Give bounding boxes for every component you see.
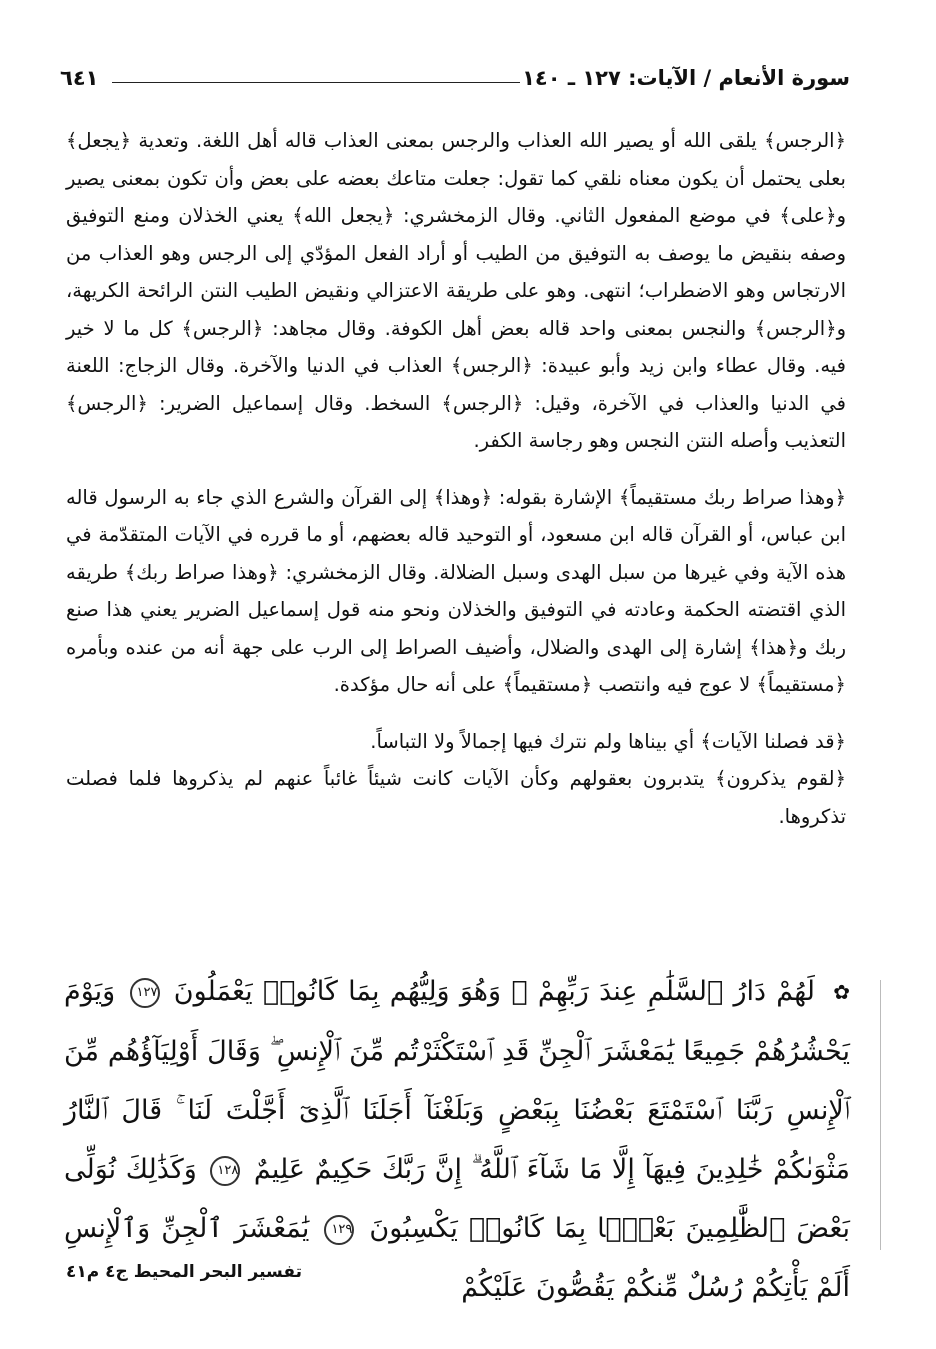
header-rule [112,82,520,83]
verse-129: وَكَذَٰلِكَ نُوَلِّى بَعْضَ ٱلظَّٰلِمِينَ بَعْضًۢا بِمَا كَانُوا۟ يَكْسِبُونَ [64,1154,850,1244]
verse-127: لَهُمْ دَارُ ٱلسَّلَٰمِ عِندَ رَبِّهِمْ ۖ وَهُوَ وَلِيُّهُم بِمَا كَانُوا۟ يَعْمَلُونَ [173,976,815,1007]
verse-number-128: ١٢٨ [210,1156,240,1186]
paragraph-yadhakkarun: ﴿لقوم يذكرون﴾ يتدبرون بعقولهم وكأن الآيات كانت شيئاً غائباً عنهم لم يذكروها فلما فصلت تذكروها. [66,767,846,828]
verse-number-127: ١٢٧ [130,978,160,1008]
verse-130: يَٰمَعْشَرَ ٱلْجِنِّ وَٱلْإِنسِ أَلَمْ يَأْتِكُمْ رُسُلٌ مِّنكُمْ يَقُصُّونَ عَلَيْكُمْ [64,1213,850,1303]
signature-mark: تفسير البحر المحيط ج٤ م٤١ [66,1262,302,1282]
header-title: سورة الأنعام / الآيات: ١٢٧ ـ ١٤٠ [522,66,850,90]
paragraph-rijs: ﴿الرجس﴾ يلقى الله أو يصير الله العذاب والرجس بمعنى العذاب قاله أهل اللغة. وتعدية ﴿يجعل﴾ بعلى يحتمل أن يكون معناه نلقي كما تقول: جعلت متاعك بعضه على بعض وأن تكون بمعنى يصير و﴿على﴾ في موضع المفعول الثاني. وقال الزمخشري: ﴿يجعل الله﴾ يعني الخذلان ومنع التوفيق وصفه بنقيض ما يوصف به التوفيق من الطيب أو أراد الفعل المؤدّي إلى الرجس وهو العذاب من الارتجاس وهو الاضطراب؛ انتهى. وهو على طريقة الاعتزالي ونقيض الطيب النتن الرائحة الكريهة، و﴿الرجس﴾ والنجس بمعنى واحد قاله بعض أهل الكوفة. وقال مجاهد: ﴿الرجس﴾ كل ما لا خير فيه. وقال عطاء وابن زيد وأبو عبيدة: ﴿الرجس﴾ العذاب في الدنيا والآخرة. وقال الزجاج: اللعنة في الدنيا والعذاب في الآخرة، وقيل: ﴿الرجس﴾ السخط. وقال إسماعيل الضرير: ﴿الرجس﴾ التعذيب وأصله النتن النجس وهو رجاسة الكفر. [66,129,846,452]
paragraph-fassalna: ﴿قد فصلنا الآيات﴾ أي بيناها ولم نترك فيها إجمالاً ولا التباساً. [370,729,846,753]
page-number: ٦٤١ [60,66,99,90]
commentary-text [66,122,846,835]
margin-line [880,980,881,1250]
running-header [60,62,850,98]
verse-star-icon: ✿ [833,980,850,1004]
verse-128: وَيَوْمَ يَحْشُرُهُمْ جَمِيعًا يَٰمَعْشَرَ ٱلْجِنِّ قَدِ ٱسْتَكْثَرْتُم مِّنَ ٱلْإِنسِ ۖ وَقَالَ أَوْلِيَآؤُهُم مِّنَ ٱلْإِنسِ رَبَّنَا ٱسْتَمْتَعَ بَعْضُنَا بِبَعْضٍ وَبَلَغْنَآ أَجَلَنَا ٱلَّذِىٓ أَجَّلْتَ لَنَا ۚ قَالَ ٱلنَّارُ مَثْوَىٰكُمْ خَٰلِدِينَ فِيهَآ إِلَّا مَا شَآءَ ٱللَّهُ ۗ إِنَّ رَبَّكَ حَكِيمٌ عَلِيمٌ [64,976,850,1185]
verse-number-129: ١٢٩ [324,1215,354,1245]
paragraph-sirat: ﴿وهذا صراط ربك مستقيماً﴾ الإشارة بقوله: ﴿وهذا﴾ إلى القرآن والشرع الذي جاء به الرسول قاله ابن عباس، أو القرآن قاله ابن مسعود، أو التوحيد قاله بعضهم، أو ما قرره في الآيات المتقدّمة في هذه الآية وفي غيرها من سبل الهدى وسبل الضلالة. وقال الزمخشري: ﴿وهذا صراط ربك﴾ طريقه الذي اقتضته الحكمة وعادته في التوفيق والخذلان ونحو منه قول إسماعيل الضرير يعني هذا صنع ربك و﴿هذا﴾ إشارة إلى الهدى والضلال، وأضيف الصراط إلى الرب على جهة أنه من عنده وبأمره ﴿مستقيماً﴾ لا عوج فيه وانتصب ﴿مستقيماً﴾ على أنه حال مؤكدة. [66,485,846,696]
